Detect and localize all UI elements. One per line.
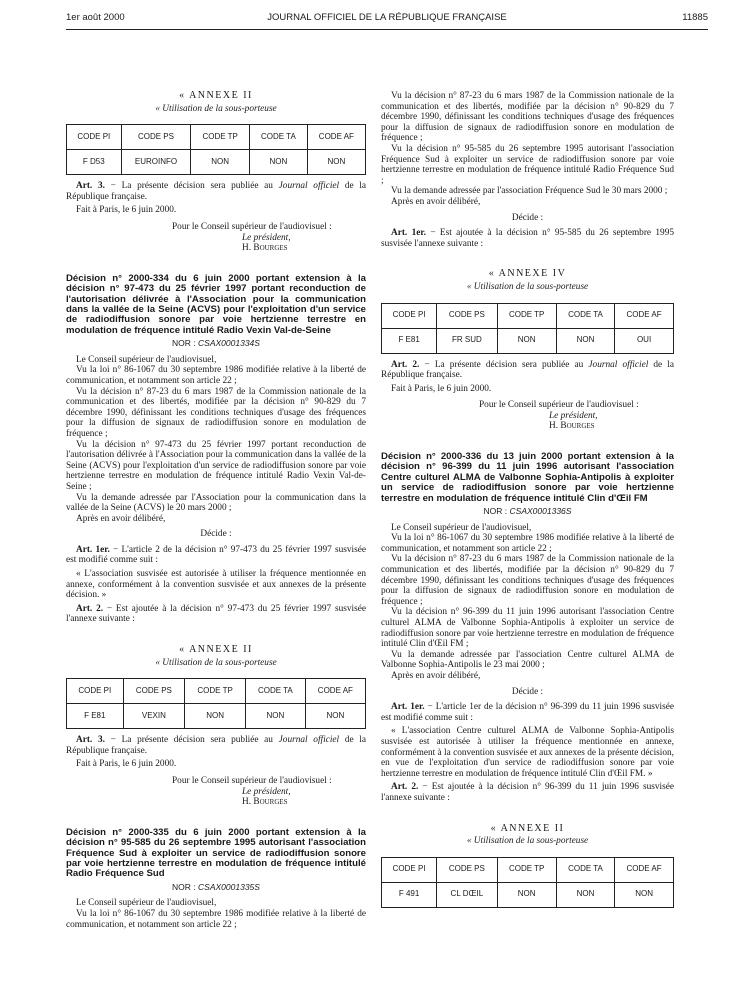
- table-row: [382, 882, 674, 907]
- th-code-ps: CODE PS: [123, 679, 185, 704]
- annexe-title: « ANNEXE II: [490, 822, 565, 834]
- right-column: [381, 91, 674, 914]
- cell-code-ps: EUROINFO: [121, 150, 191, 175]
- signature-block: Pour le Conseil supérieur de l'audiovisuel : Le président, H. Bourges: [479, 400, 639, 432]
- cell-code-ta: NON: [556, 328, 614, 353]
- header-rule: [66, 29, 708, 30]
- cell-code-ta: NON: [245, 704, 305, 729]
- paragraph: Vu la décision n° 95-585 du 26 septembre 1995 autorisant l'association Fréquence Sud à exploiter un service de radiodiffusion sonore par voie hertzienne terrestre en modulation de fréquence intitulé Radio Fréquence Sud ;: [381, 143, 674, 186]
- cell-code-af: NON: [307, 150, 365, 175]
- cell-code-pi: F 491: [382, 882, 437, 907]
- header-page-number: 11885: [682, 12, 708, 23]
- cell-code-tp: NON: [191, 150, 250, 175]
- th-code-tp: CODE TP: [497, 857, 556, 882]
- paragraph: Après en avoir délibéré,: [391, 196, 481, 207]
- cell-code-pi: F E81: [382, 328, 437, 353]
- th-code-af: CODE AF: [305, 679, 365, 704]
- cell-code-af: OUI: [615, 328, 674, 353]
- th-code-pi: CODE PI: [67, 679, 124, 704]
- nor-reference: NOR : CSAX0001336S: [483, 506, 572, 517]
- article-1: Art. 1er. − L'article 1er de la décision n° 96-399 du 11 juin 1996 susvisée est modifié comme suit :: [381, 702, 674, 723]
- table-header-row: [382, 303, 674, 328]
- cell-code-af: NON: [305, 704, 365, 729]
- annexe-title: « ANNEXE II: [179, 90, 253, 101]
- table-header-row: [67, 125, 366, 150]
- paragraph: Vu la décision n° 97-473 du 25 février 1997 portant reconduction de l'autorisation délivrée à l'Association pour la communication dans la vallée de la Seine (ACVS) pour l'exploitation d'un service de radiodiffusion sonore par voie hertzienne terrestre en modulation de fréquence intitulé Radio Vexin Val-de-Seine ;: [66, 439, 366, 492]
- paragraph: Vu la demande adressée par l'association Centre culturel ALMA de Valbonne Sophia-Antipolis le 23 mai 2000 ;: [381, 649, 674, 671]
- cell-code-af: NON: [615, 882, 674, 907]
- cell-code-ta: NON: [250, 150, 308, 175]
- cell-code-pi: F E81: [67, 704, 124, 729]
- quoted-text: « L'association susvisée est autorisée à utiliser la fréquence mentionnée en annexe, conformément à la convention susvisée et aux annexes de la présente décision. »: [66, 569, 366, 601]
- fait-a-paris: Fait à Paris, le 6 juin 2000.: [391, 383, 492, 394]
- th-code-pi: CODE PI: [382, 303, 437, 328]
- cell-code-ps: VEXIN: [123, 704, 185, 729]
- annexe-title: « ANNEXE IV: [488, 268, 567, 280]
- paragraph: Vu la décision n° 87-23 du 6 mars 1987 de la Commission nationale de la communication et des libertés, modifiée par la décision n° 90-829 du 7 décembre 1990, définissant les conditions techniques d'usage des fréquences pour la diffusion de signaux de radiodiffusion sonore en modulation de fréquence ;: [381, 554, 674, 607]
- cell-code-tp: NON: [497, 882, 556, 907]
- th-code-tp: CODE TP: [185, 679, 246, 704]
- th-code-tp: CODE TP: [191, 125, 250, 150]
- decide-label: Décide :: [200, 529, 232, 540]
- paragraph: Vu la décision n° 87-23 du 6 mars 1987 de la Commission nationale de la communication et des libertés, modifiée par la décision n° 90-829 du 7 décembre 1990, définissant les conditions techniques d'usage des fréquences pour la diffusion de signaux de radiodiffusion sonore en modulation de fréquence ;: [381, 91, 674, 144]
- article-2: Art. 2. − Est ajoutée à la décision n° 96-399 du 11 juin 1996 susvisée l'annexe suivante :: [381, 782, 674, 803]
- th-code-af: CODE AF: [615, 857, 674, 882]
- paragraph: Vu la décision n° 96-399 du 11 juin 1996 autorisant l'association Centre culturel ALMA de Valbonne Sophia-Antipolis à exploiter un service de radiodiffusion sonore par voie hertzienne terrestre en modulation de fréquence intitulé Clin d'Œil FM ;: [381, 607, 674, 650]
- annexe-subtitle: « Utilisation de la sous-porteuse: [466, 281, 589, 292]
- nor-reference: NOR : CSAX0001334S: [172, 338, 260, 349]
- fait-a-paris: Fait à Paris, le 6 juin 2000.: [76, 759, 177, 770]
- header-journal-title: JOURNAL OFFICIEL DE LA RÉPUBLIQUE FRANÇAISE: [267, 12, 507, 23]
- paragraph: Vu la demande adressée par l'Association pour la communication dans la vallée de la Seine (ACVS) le 20 mars 2000 ;: [66, 492, 366, 514]
- th-code-ta: CODE TA: [556, 857, 614, 882]
- header-date: 1er août 2000: [66, 12, 125, 23]
- paragraph: Après en avoir délibéré,: [391, 671, 481, 681]
- th-code-af: CODE AF: [307, 125, 365, 150]
- cell-code-tp: NON: [185, 704, 246, 729]
- article-2: Art. 2. − La présente décision sera publiée au Journal officiel de la République française.: [381, 359, 675, 381]
- th-code-ps: CODE PS: [437, 857, 497, 882]
- decision-334-title: Décision n° 2000-334 du 6 juin 2000 portant extension à la décision n° 97-473 du 25 février 1997 portant reconduction de l'autorisation délivrée à l'Association pour la communication dans la vallée de la Seine (ACVS) pour l'exploitation d'un service de radiodiffusion sonore par voie hertzienne terrestre en modulation de fréquence intitulé Radio Vexin Val-de-Seine: [66, 272, 366, 336]
- cell-code-ps: FR SUD: [437, 328, 497, 353]
- annexe-subtitle: « Utilisation de la sous-porteuse: [155, 103, 277, 114]
- annexe-subtitle: « Utilisation de la sous-porteuse: [466, 836, 589, 847]
- paragraph: Vu la loi n° 86-1067 du 30 septembre 1986 modifiée relative à la liberté de communication, et notamment son article 22 ;: [381, 533, 674, 554]
- th-code-ps: CODE PS: [121, 125, 191, 150]
- subcarrier-table: [66, 124, 366, 175]
- decide-label: Décide :: [511, 686, 544, 697]
- th-code-ta: CODE TA: [250, 125, 308, 150]
- subcarrier-table: [381, 303, 674, 354]
- th-code-pi: CODE PI: [67, 125, 122, 150]
- cell-code-ps: CL DŒIL: [437, 882, 497, 907]
- article-2: Art. 2. − Est ajoutée à la décision n° 97-473 du 25 février 1997 susvisée l'annexe suivante :: [66, 603, 366, 625]
- paragraph: Vu la loi n° 86-1067 du 30 septembre 1986 modifiée relative à la liberté de communication, et notamment son article 22 ;: [66, 909, 366, 930]
- table-header-row: [67, 679, 366, 704]
- paragraph: Vu la décision n° 87-23 du 6 mars 1987 de la Commission nationale de la communication et des libertés, modifiée par la décision n° 90-829 du 7 décembre 1990, définissant les conditions techniques d'usage des fréquences pour la diffusion de signaux de radiodiffusion sonore en modulation de fréquence ;: [66, 386, 366, 439]
- table-row: [67, 704, 366, 729]
- paragraph: Après en avoir délibéré,: [76, 513, 166, 524]
- cell-code-ta: NON: [556, 882, 614, 907]
- fait-a-paris: Fait à Paris, le 6 juin 2000.: [76, 205, 177, 216]
- table-row: [67, 150, 366, 175]
- paragraph: Vu la loi n° 86-1067 du 30 septembre 1986 modifiée relative à la liberté de communication, et notamment son article 22 ;: [66, 365, 366, 386]
- paragraph: Vu la demande adressée par l'association Fréquence Sud le 30 mars 2000 ;: [391, 186, 668, 197]
- paragraph: Le Conseil supérieur de l'audiovisuel,: [76, 354, 217, 365]
- annexe-subtitle: « Utilisation de la sous-porteuse: [155, 657, 277, 668]
- cell-code-tp: NON: [497, 328, 556, 353]
- th-code-tp: CODE TP: [497, 303, 556, 328]
- th-code-ps: CODE PS: [437, 303, 497, 328]
- article-1: Art. 1er. − L'article 2 de la décision n° 97-473 du 25 février 1997 susvisée est modifié comme suit :: [66, 544, 366, 566]
- decision-336-title: Décision n° 2000-336 du 13 juin 2000 portant extension à la décision n° 96-399 du 11 juin 1996 autorisant l'association Centre culturel ALMA de Valbonne Sophia-Antipolis à exploiter un service de radiodiffusion sonore par voie hertzienne terrestre en modulation de fréquence intitulé Clin d'Œil FM: [381, 451, 674, 504]
- decision-335-title: Décision n° 2000-335 du 6 juin 2000 portant extension à la décision n° 95-585 du 26 septembre 1995 autorisant l'association Fréquence Sud à exploiter un service de radiodiffusion sonore par voie hertzienne terrestre en modulation de fréquence intitulé Radio Fréquence Sud: [66, 826, 366, 880]
- annexe-title: « ANNEXE II: [179, 644, 253, 656]
- article-3: Art. 3. − La présente décision sera publiée au Journal officiel de la République française.: [66, 181, 367, 202]
- paragraph: Le Conseil supérieur de l'audiovisuel,: [391, 522, 532, 533]
- th-code-ta: CODE TA: [245, 679, 305, 704]
- table-header-row: [382, 857, 674, 882]
- quoted-text: « L'association Centre culturel ALMA de Valbonne Sophia-Antipolis susvisée est autorisée à utiliser la fréquence mentionnée en annexe, conformément à la convention susvisée et aux annexes de la présente décision, en vue de l'exploitation d'un service de radiodiffusion sonore par voie hertzienne terrestre en modulation de fréquence intitulé Clin d'Œil FM. »: [381, 726, 674, 779]
- subcarrier-table: [66, 678, 366, 729]
- signature-block: Pour le Conseil supérieur de l'audiovisuel : Le président, H. Bourges: [172, 221, 332, 254]
- nor-reference: NOR : CSAX0001335S: [172, 881, 260, 892]
- article-3: Art. 3. − La présente décision sera publiée au Journal officiel de la République française.: [66, 735, 367, 756]
- th-code-ta: CODE TA: [556, 303, 614, 328]
- th-code-af: CODE AF: [615, 303, 674, 328]
- cell-code-pi: F D53: [67, 150, 122, 175]
- subcarrier-table: [381, 857, 674, 908]
- decide-label: Décide :: [511, 212, 544, 223]
- left-column: [66, 91, 366, 930]
- signature-block: Pour le Conseil supérieur de l'audiovisuel : Le président, H. Bourges: [172, 776, 332, 808]
- th-code-pi: CODE PI: [382, 857, 437, 882]
- paragraph: Le Conseil supérieur de l'audiovisuel,: [76, 898, 217, 909]
- article-1: Art. 1er. − Est ajoutée à la décision n° 95-585 du 26 septembre 1995 susvisée l'annexe suivante :: [381, 228, 674, 249]
- table-row: [382, 328, 674, 353]
- page-header: [66, 12, 708, 26]
